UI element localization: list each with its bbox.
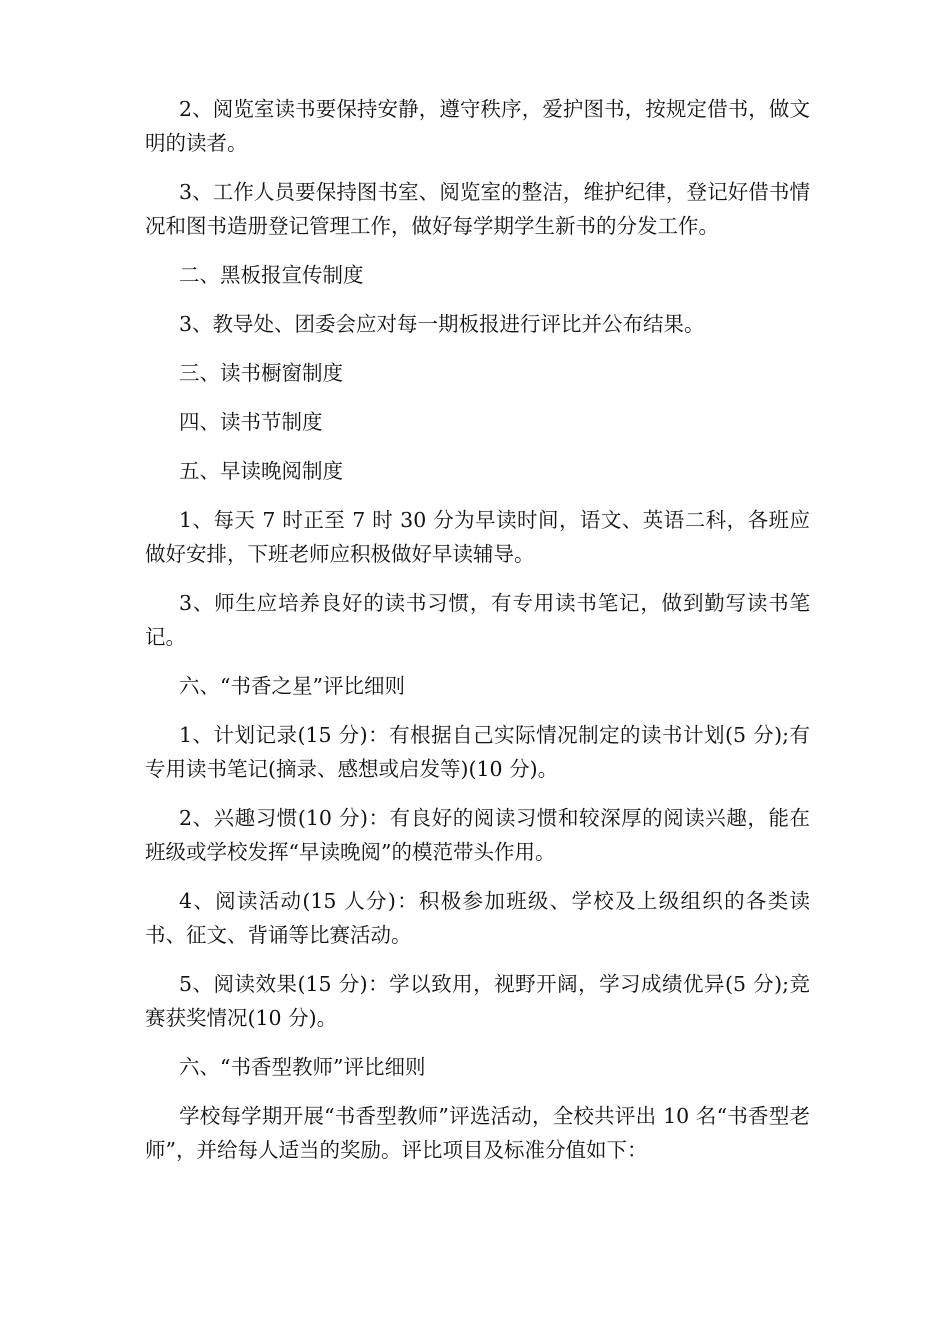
paragraph-reading-habits: 3、师生应培养良好的读书习惯，有专用读书笔记，做到勤写读书笔记。 [145, 591, 810, 649]
paragraph-interest-habits: 2、兴趣习惯(10 分)：有良好的阅读习惯和较深厚的阅读兴趣，能在班级或学校发挥“早读晚阅”的模范带头作用。 [145, 806, 810, 864]
heading-morning-evening-reading-system: 五、早读晚阅制度 [179, 459, 343, 483]
paragraph-staff-duties: 3、工作人员要保持图书室、阅览室的整洁，维护纪律，登记好借书情况和图书造册登记管理工作，做好每学期学生新书的分发工作。 [145, 180, 810, 238]
paragraph-reading-room-rules: 2、阅览室读书要保持安静，遵守秩序，爱护图书，按规定借书，做文明的读者。 [145, 97, 810, 155]
paragraph-morning-reading-time: 1、每天 7 时正至 7 时 30 分为早读时间，语文、英语二科，各班应做好安排，下班老师应积极做好早读辅导。 [145, 508, 810, 566]
heading-reading-festival-system: 四、读书节制度 [179, 410, 323, 434]
heading-reading-window-system: 三、读书橱窗制度 [179, 361, 343, 385]
paragraph-blackboard-evaluation: 3、教导处、团委会应对每一期板报进行评比并公布结果。 [179, 312, 705, 336]
heading-reading-star-criteria: 六、“书香之星”评比细则 [179, 674, 405, 698]
heading-scholarly-teacher-criteria: 六、“书香型教师”评比细则 [179, 1055, 426, 1079]
paragraph-plan-record: 1、计划记录(15 分)：有根据自己实际情况制定的读书计划(5 分);有专用读书笔记(摘录、感想或启发等)(10 分)。 [145, 723, 810, 781]
heading-blackboard-system: 二、黑板报宣传制度 [179, 263, 364, 287]
paragraph-teacher-selection: 学校每学期开展“书香型教师”评选活动，全校共评出 10 名“书香型老师”，并给每人适当的奖励。评比项目及标准分值如下： [145, 1104, 810, 1162]
paragraph-reading-activities: 4、阅读活动(15 人分)：积极参加班级、学校及上级组织的各类读书、征文、背诵等比赛活动。 [145, 889, 810, 947]
paragraph-reading-effect: 5、阅读效果(15 分)：学以致用，视野开阔，学习成绩优异(5 分);竞赛获奖情况(10 分)。 [145, 972, 810, 1030]
document-page [145, 92, 810, 1182]
